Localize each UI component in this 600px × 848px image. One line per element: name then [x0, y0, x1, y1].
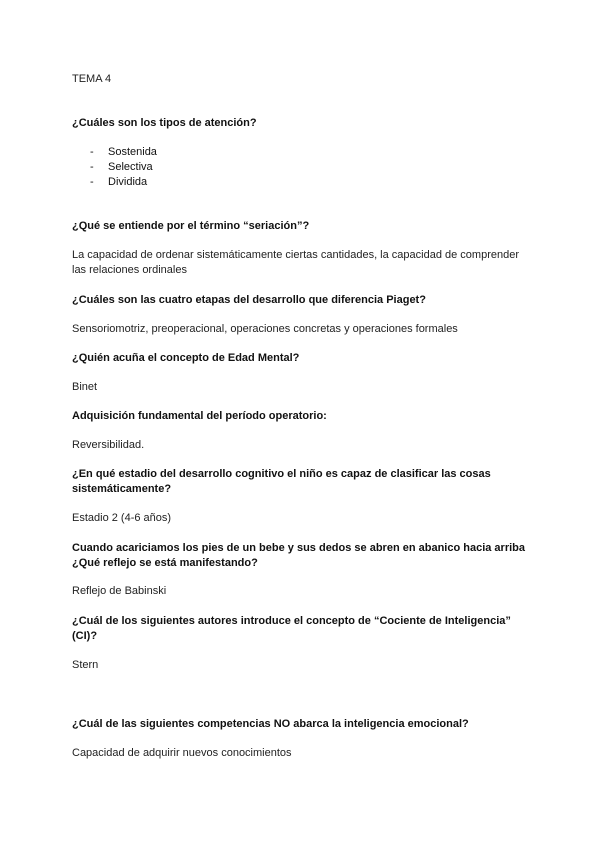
list-dash: - — [90, 146, 94, 158]
answer-6: Estadio 2 (4-6 años) — [72, 512, 172, 524]
answer-8: Stern — [72, 659, 99, 671]
question-8: ¿Cuál de los siguientes autores introduce el concepto de “Cociente de Inteligencia” (CI)? — [72, 615, 511, 642]
list-dash: - — [90, 176, 94, 188]
list-item-selectiva: Selectiva — [108, 161, 153, 173]
question-7: Cuando acariciamos los pies de un bebe y sus dedos se abren en abanico hacia arriba ¿Qué reflejo se está manifestando? — [72, 542, 525, 569]
list-item-dividida: Dividida — [108, 176, 148, 188]
question-3: ¿Cuáles son las cuatro etapas del desarrollo que diferencia Piaget? — [72, 294, 426, 306]
answer-4: Binet — [72, 381, 98, 393]
answer-5: Reversibilidad. — [72, 439, 145, 451]
list-item-sostenida: Sostenida — [108, 146, 157, 158]
question-4: ¿Quién acuña el concepto de Edad Mental? — [72, 352, 300, 364]
answer-7: Reflejo de Babinski — [72, 585, 167, 597]
page-title: TEMA 4 — [72, 73, 112, 85]
answer-2: La capacidad de ordenar sistemáticamente ciertas cantidades, la capacidad de comprender las relaciones ordinales — [72, 249, 519, 276]
question-9: ¿Cuál de las siguientes competencias NO abarca la inteligencia emocional? — [72, 718, 469, 730]
list-dash: - — [90, 161, 94, 173]
answer-3: Sensoriomotriz, preoperacional, operaciones concretas y operaciones formales — [72, 323, 458, 335]
answer-9: Capacidad de adquirir nuevos conocimientos — [72, 747, 292, 759]
question-2: ¿Qué se entiende por el término “seriación”? — [72, 220, 310, 232]
question-5: Adquisición fundamental del período operatorio: — [72, 410, 327, 422]
question-6: ¿En qué estadio del desarrollo cognitivo el niño es capaz de clasificar las cosas sistemáticamente? — [72, 468, 491, 495]
question-1: ¿Cuáles son los tipos de atención? — [72, 117, 257, 129]
